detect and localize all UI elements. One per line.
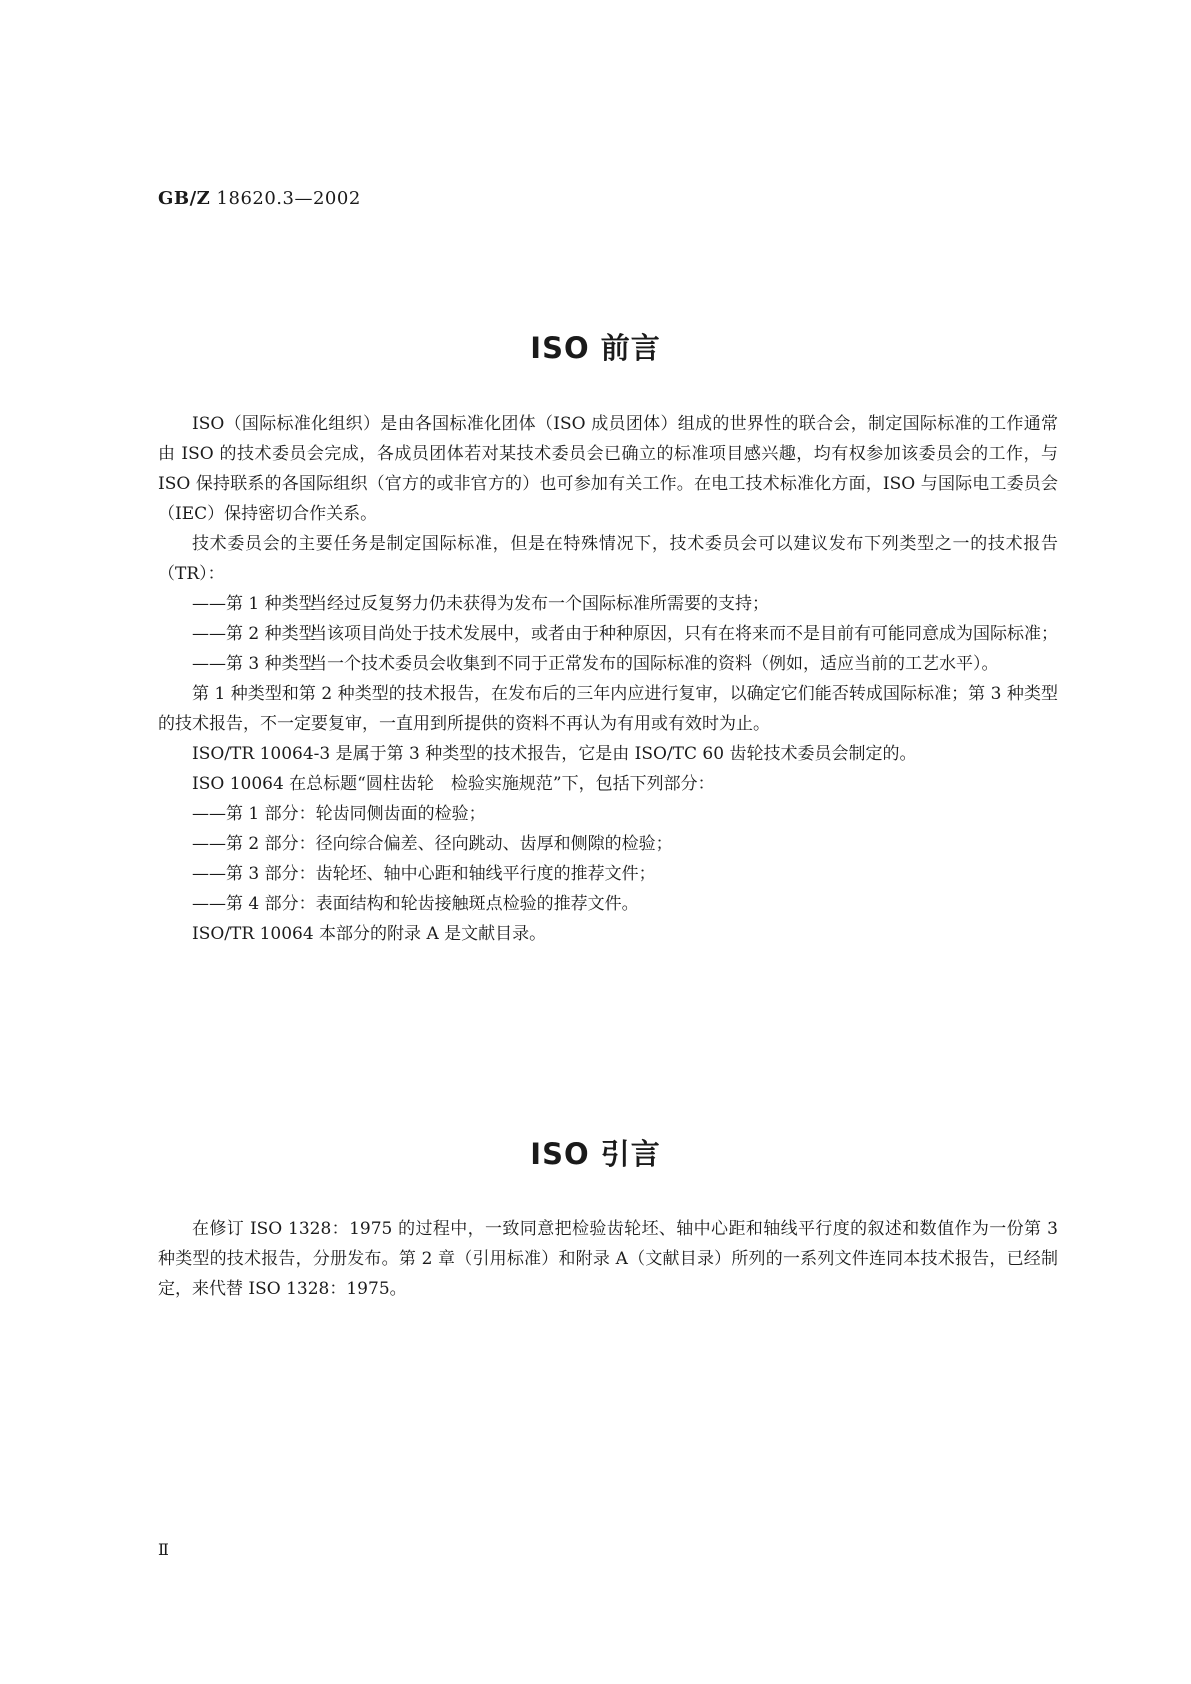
preface-body (158, 409, 1058, 949)
part-list-item-3: ——第 3 部分：齿轮坯、轴中心距和轴线平行度的推荐文件； (192, 864, 656, 884)
preface-parts-intro: ISO 10064 在总标题“圆柱齿轮 检验实施规范”下，包括下列部分： (192, 774, 715, 794)
tr-type-description: 当该项目尚处于技术发展中，或者由于种种原因，只有在将来而不是目前有可能同意成为国际标准； (310, 624, 1058, 644)
tr-type-description: 当经过反复努力仍未获得为发布一个国际标准所需要的支持； (310, 594, 769, 614)
introduction-title: ISO 引言 (530, 1137, 661, 1171)
preface-closing: ISO/TR 10064 本部分的附录 A 是文献目录。 (192, 924, 547, 944)
tr-type-1 (158, 589, 1058, 619)
tr-type-2 (158, 619, 1058, 649)
document-code-prefix: GB/Z (158, 188, 211, 209)
document-code (158, 188, 361, 209)
tr-type-label: ——第 2 种类型 (192, 624, 316, 644)
tr-type-label: ——第 3 种类型 (192, 654, 316, 674)
preface-origin-paragraph: ISO/TR 10064-3 是属于第 3 种类型的技术报告，它是由 ISO/TC 60 齿轮技术委员会制定的。 (192, 744, 917, 764)
tr-type-3 (158, 649, 1058, 679)
page-number: Ⅱ (158, 1540, 169, 1559)
tr-type-description: 当一个技术委员会收集到不同于正常发布的国际标准的资料（例如，适应当前的工艺水平）。 (310, 654, 999, 674)
preface-paragraph-2: 技术委员会的主要任务是制定国际标准，但是在特殊情况下，技术委员会可以建议发布下列类型之一的技术报告（TR）： (158, 534, 1058, 584)
part-list-item-4: ——第 4 部分：表面结构和轮齿接触斑点检验的推荐文件。 (192, 894, 639, 914)
introduction-paragraph: 在修订 ISO 1328：1975 的过程中，一致同意把检验齿轮坯、轴中心距和轴线平行度的叙述和数值作为一份第 3 种类型的技术报告，分册发布。第 2 章（引用标准）和附录 A（文献目录）所列的一系列文件连同本技术报告，已经制定，来代替 ISO 1328：1975。 (158, 1219, 1058, 1299)
document-code-number: 18620.3—2002 (216, 188, 361, 209)
part-list-item-2: ——第 2 部分：径向综合偏差、径向跳动、齿厚和侧隙的检验； (192, 834, 673, 854)
preface-title: ISO 前言 (530, 331, 661, 365)
tr-type-label: ——第 1 种类型 (192, 594, 316, 614)
preface-paragraph-1: ISO（国际标准化组织）是由各国标准化团体（ISO 成员团体）组成的世界性的联合会，制定国际标准的工作通常由 ISO 的技术委员会完成，各成员团体若对某技术委员会已确立的标准项目感兴趣，均有权参加该委员会的工作，与 ISO 保持联系的各国际组织（官方的或非官方的）也可参加有关工作。在电工技术标准化方面，ISO 与国际电工委员会（IEC）保持密切合作关系。 (158, 414, 1058, 524)
introduction-body (158, 1214, 1058, 1304)
part-list-item-1: ——第 1 部分：轮齿同侧齿面的检验； (192, 804, 486, 824)
preface-review-paragraph: 第 1 种类型和第 2 种类型的技术报告，在发布后的三年内应进行复审，以确定它们能否转成国际标准；第 3 种类型的技术报告，不一定要复审，一直用到所提供的资料不再认为有用或有效时为止。 (158, 684, 1058, 734)
